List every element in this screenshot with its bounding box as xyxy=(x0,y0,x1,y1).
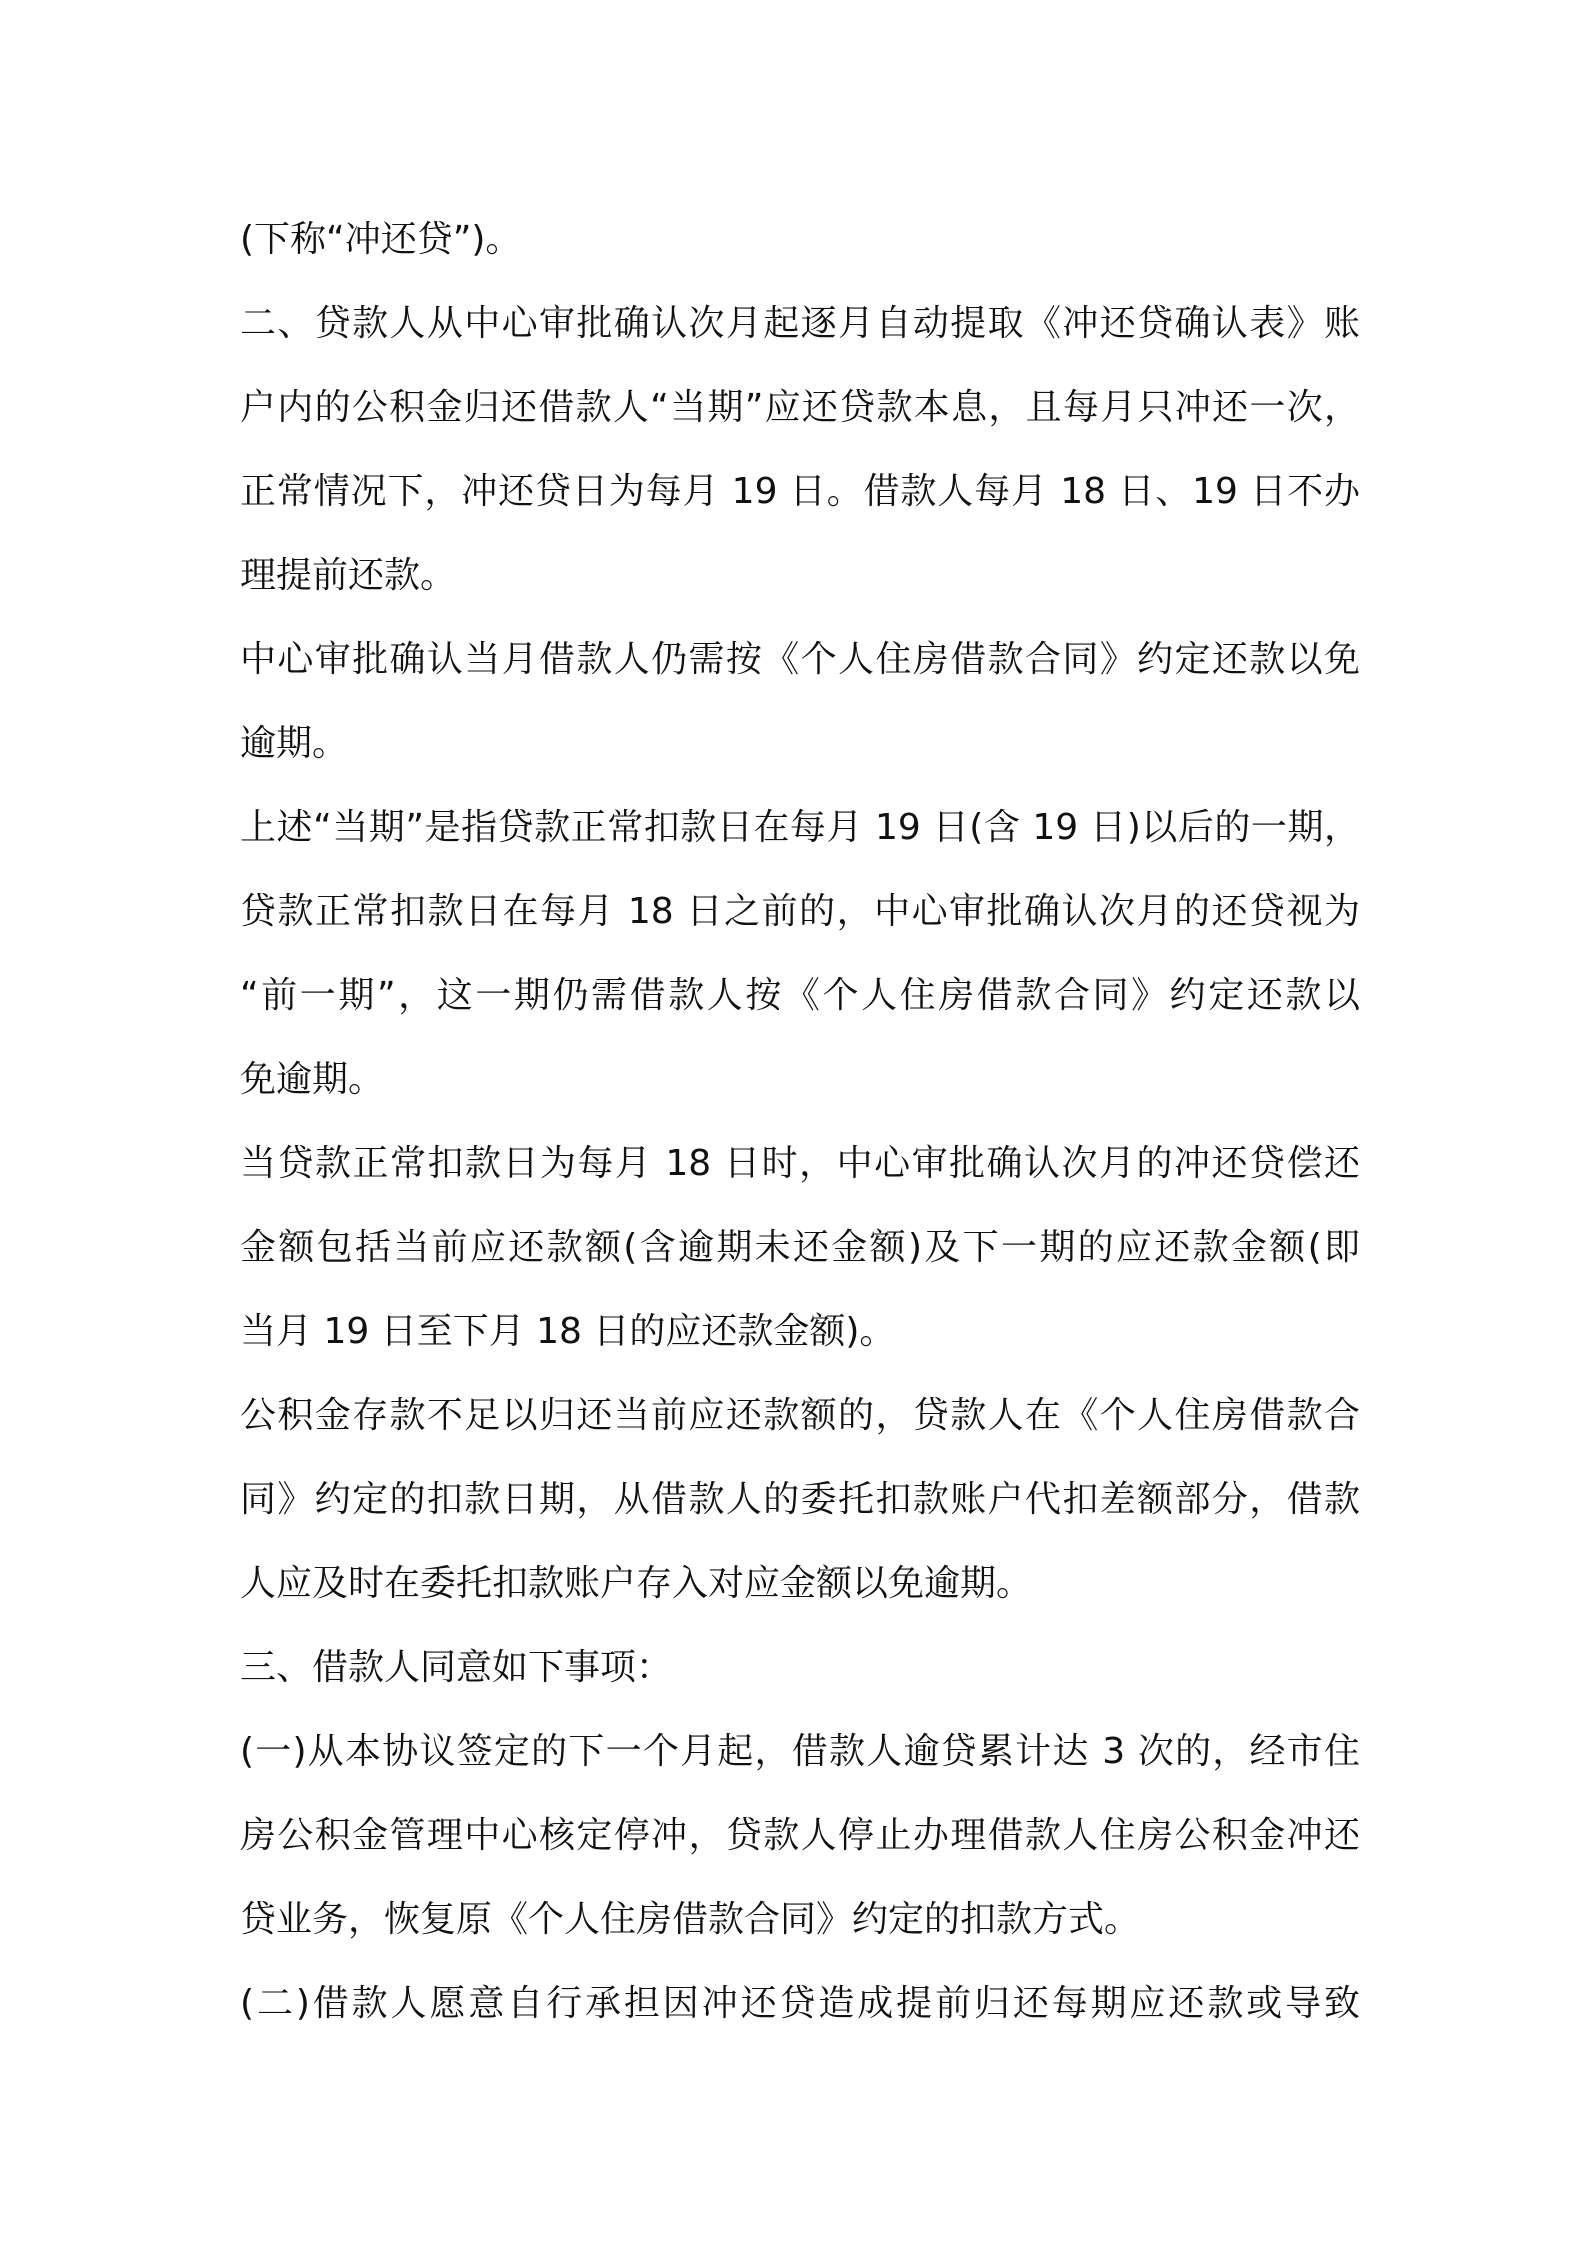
text-line: 当月 19 日至下月 18 日的应还款金额)。 xyxy=(240,1311,896,1352)
paragraph xyxy=(240,786,1360,1122)
paragraph xyxy=(240,1626,1360,1710)
text-line: (下称“冲还贷”)。 xyxy=(240,219,522,260)
text-line: (二)借款人愿意自行承担因冲还贷造成提前归还每期应还款或导致 xyxy=(240,1983,1360,2024)
text-line: 逾期。 xyxy=(240,723,349,764)
paragraph xyxy=(240,1122,1360,1374)
text-line: 二、贷款人从中心审批确认次月起逐月自动提取《冲还贷确认表》账 xyxy=(240,303,1360,344)
text-line: 同》约定的扣款日期，从借款人的委托扣款账户代扣差额部分，借款 xyxy=(240,1479,1360,1520)
paragraph xyxy=(240,282,1360,618)
paragraph xyxy=(240,1710,1360,1962)
text-line: 金额包括当前应还款额(含逾期未还金额)及下一期的应还款金额(即 xyxy=(240,1227,1360,1268)
paragraph xyxy=(240,1374,1360,1626)
text-line: 正常情况下，冲还贷日为每月 19 日。借款人每月 18 日、19 日不办 xyxy=(240,471,1360,512)
text-line: 三、借款人同意如下事项： xyxy=(240,1647,673,1688)
text-line: 上述“当期”是指贷款正常扣款日在每月 19 日(含 19 日)以后的一期， xyxy=(240,807,1360,848)
paragraph xyxy=(240,1962,1360,2046)
text-line: (一)从本协议签定的下一个月起，借款人逾贷累计达 3 次的，经市住 xyxy=(240,1731,1360,1772)
text-line: 中心审批确认当月借款人仍需按《个人住房借款合同》约定还款以免 xyxy=(240,639,1360,680)
text-line: 户内的公积金归还借款人“当期”应还贷款本息，且每月只冲还一次， xyxy=(240,387,1360,428)
text-line: 当贷款正常扣款日为每月 18 日时，中心审批确认次月的冲还贷偿还 xyxy=(240,1143,1360,1184)
document-body xyxy=(240,198,1360,2046)
text-line: 房公积金管理中心核定停冲，贷款人停止办理借款人住房公积金冲还 xyxy=(240,1815,1360,1856)
paragraph xyxy=(240,618,1360,786)
text-line: “前一期”，这一期仍需借款人按《个人住房借款合同》约定还款以 xyxy=(240,975,1360,1016)
text-line: 公积金存款不足以归还当前应还款额的，贷款人在《个人住房借款合 xyxy=(240,1395,1360,1436)
text-line: 贷业务，恢复原《个人住房借款合同》约定的扣款方式。 xyxy=(240,1899,1141,1940)
text-line: 贷款正常扣款日在每月 18 日之前的，中心审批确认次月的还贷视为 xyxy=(240,891,1360,932)
paragraph xyxy=(240,198,1360,282)
text-line: 免逾期。 xyxy=(240,1059,385,1100)
text-line: 理提前还款。 xyxy=(240,555,457,596)
text-line: 人应及时在委托扣款账户存入对应金额以免逾期。 xyxy=(240,1563,1033,1604)
